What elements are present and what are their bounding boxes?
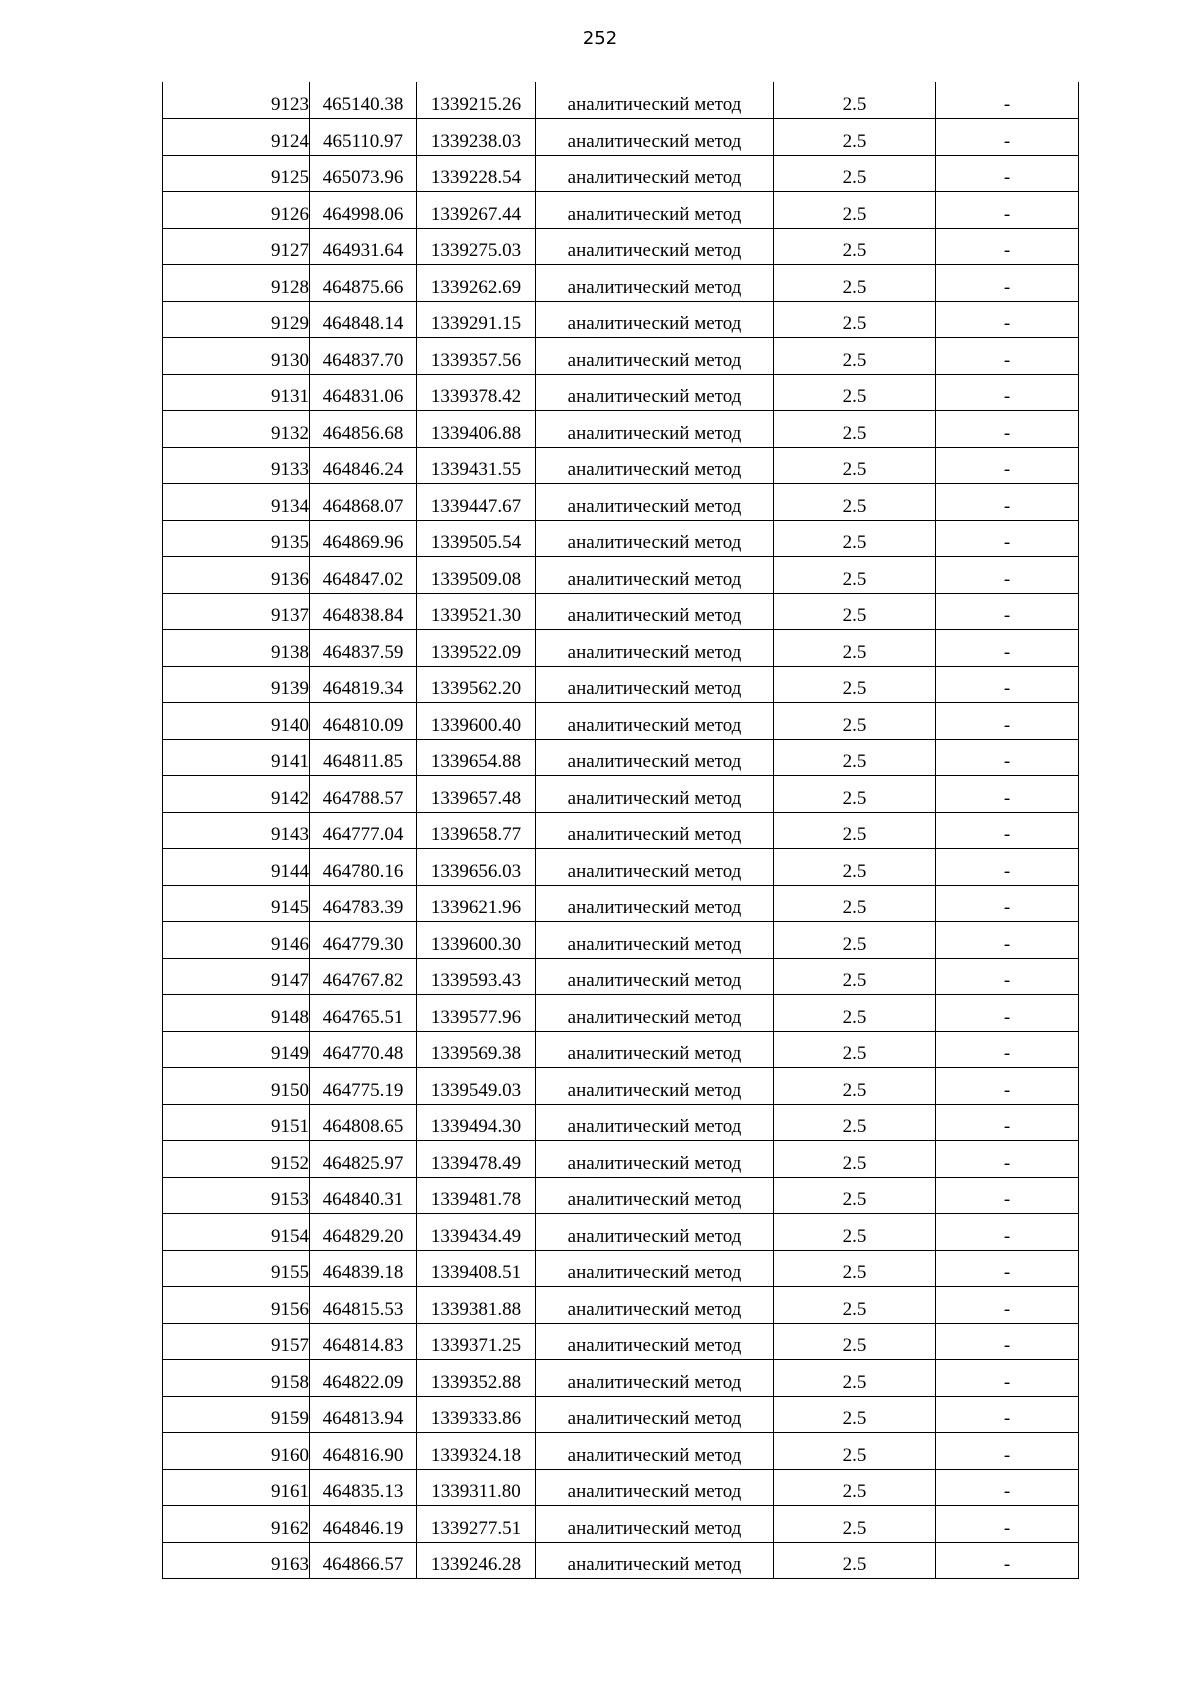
note-cell: - bbox=[936, 484, 1079, 521]
point-number-cell: 9149 bbox=[163, 1031, 310, 1068]
accuracy-cell: 2.5 bbox=[774, 447, 936, 484]
point-number-cell: 9159 bbox=[163, 1396, 310, 1433]
note-cell: - bbox=[936, 1068, 1079, 1105]
x-coordinate-cell: 464868.07 bbox=[310, 484, 417, 521]
point-number-cell: 9139 bbox=[163, 666, 310, 703]
table-row bbox=[163, 82, 1079, 119]
point-number-cell: 9147 bbox=[163, 958, 310, 995]
point-number-cell: 9142 bbox=[163, 776, 310, 813]
note-cell: - bbox=[936, 958, 1079, 995]
method-cell: аналитический метод bbox=[536, 301, 774, 338]
note-cell: - bbox=[936, 1250, 1079, 1287]
x-coordinate-cell: 464835.13 bbox=[310, 1469, 417, 1506]
accuracy-cell: 2.5 bbox=[774, 1360, 936, 1397]
note-cell: - bbox=[936, 703, 1079, 740]
note-cell: - bbox=[936, 1287, 1079, 1324]
point-number-cell: 9153 bbox=[163, 1177, 310, 1214]
x-coordinate-cell: 464856.68 bbox=[310, 411, 417, 448]
x-coordinate-cell: 464819.34 bbox=[310, 666, 417, 703]
method-cell: аналитический метод bbox=[536, 666, 774, 703]
table-row bbox=[163, 1433, 1079, 1470]
y-coordinate-cell: 1339277.51 bbox=[417, 1506, 536, 1543]
accuracy-cell: 2.5 bbox=[774, 776, 936, 813]
note-cell: - bbox=[936, 739, 1079, 776]
point-number-cell: 9145 bbox=[163, 885, 310, 922]
y-coordinate-cell: 1339577.96 bbox=[417, 995, 536, 1032]
x-coordinate-cell: 464816.90 bbox=[310, 1433, 417, 1470]
accuracy-cell: 2.5 bbox=[774, 301, 936, 338]
accuracy-cell: 2.5 bbox=[774, 1323, 936, 1360]
y-coordinate-cell: 1339621.96 bbox=[417, 885, 536, 922]
y-coordinate-cell: 1339311.80 bbox=[417, 1469, 536, 1506]
y-coordinate-cell: 1339262.69 bbox=[417, 265, 536, 302]
note-cell: - bbox=[936, 1506, 1079, 1543]
note-cell: - bbox=[936, 885, 1079, 922]
accuracy-cell: 2.5 bbox=[774, 119, 936, 156]
y-coordinate-cell: 1339562.20 bbox=[417, 666, 536, 703]
x-coordinate-cell: 465073.96 bbox=[310, 155, 417, 192]
accuracy-cell: 2.5 bbox=[774, 1250, 936, 1287]
table-row bbox=[163, 995, 1079, 1032]
point-number-cell: 9156 bbox=[163, 1287, 310, 1324]
point-number-cell: 9158 bbox=[163, 1360, 310, 1397]
point-number-cell: 9135 bbox=[163, 520, 310, 557]
method-cell: аналитический метод bbox=[536, 192, 774, 229]
note-cell: - bbox=[936, 1469, 1079, 1506]
note-cell: - bbox=[936, 374, 1079, 411]
note-cell: - bbox=[936, 666, 1079, 703]
x-coordinate-cell: 464767.82 bbox=[310, 958, 417, 995]
accuracy-cell: 2.5 bbox=[774, 557, 936, 594]
method-cell: аналитический метод bbox=[536, 1469, 774, 1506]
method-cell: аналитический метод bbox=[536, 885, 774, 922]
table-row bbox=[163, 703, 1079, 740]
table-row bbox=[163, 885, 1079, 922]
y-coordinate-cell: 1339447.67 bbox=[417, 484, 536, 521]
point-number-cell: 9161 bbox=[163, 1469, 310, 1506]
table-row bbox=[163, 1323, 1079, 1360]
method-cell: аналитический метод bbox=[536, 374, 774, 411]
y-coordinate-cell: 1339593.43 bbox=[417, 958, 536, 995]
y-coordinate-cell: 1339238.03 bbox=[417, 119, 536, 156]
y-coordinate-cell: 1339434.49 bbox=[417, 1214, 536, 1251]
table-row bbox=[163, 301, 1079, 338]
method-cell: аналитический метод bbox=[536, 82, 774, 119]
note-cell: - bbox=[936, 1214, 1079, 1251]
point-number-cell: 9146 bbox=[163, 922, 310, 959]
note-cell: - bbox=[936, 447, 1079, 484]
y-coordinate-cell: 1339228.54 bbox=[417, 155, 536, 192]
note-cell: - bbox=[936, 557, 1079, 594]
method-cell: аналитический метод bbox=[536, 1287, 774, 1324]
table-row bbox=[163, 411, 1079, 448]
method-cell: аналитический метод bbox=[536, 447, 774, 484]
method-cell: аналитический метод bbox=[536, 1031, 774, 1068]
note-cell: - bbox=[936, 119, 1079, 156]
y-coordinate-cell: 1339352.88 bbox=[417, 1360, 536, 1397]
table-row bbox=[163, 1506, 1079, 1543]
accuracy-cell: 2.5 bbox=[774, 155, 936, 192]
table-row bbox=[163, 228, 1079, 265]
x-coordinate-cell: 464829.20 bbox=[310, 1214, 417, 1251]
table-row bbox=[163, 1031, 1079, 1068]
accuracy-cell: 2.5 bbox=[774, 739, 936, 776]
point-number-cell: 9151 bbox=[163, 1104, 310, 1141]
note-cell: - bbox=[936, 995, 1079, 1032]
table-row bbox=[163, 447, 1079, 484]
method-cell: аналитический метод bbox=[536, 1104, 774, 1141]
accuracy-cell: 2.5 bbox=[774, 1396, 936, 1433]
table-row bbox=[163, 520, 1079, 557]
point-number-cell: 9123 bbox=[163, 82, 310, 119]
accuracy-cell: 2.5 bbox=[774, 849, 936, 886]
accuracy-cell: 2.5 bbox=[774, 192, 936, 229]
x-coordinate-cell: 464837.59 bbox=[310, 630, 417, 667]
accuracy-cell: 2.5 bbox=[774, 265, 936, 302]
point-number-cell: 9129 bbox=[163, 301, 310, 338]
coordinates-table-body bbox=[163, 82, 1079, 1579]
accuracy-cell: 2.5 bbox=[774, 82, 936, 119]
x-coordinate-cell: 464840.31 bbox=[310, 1177, 417, 1214]
table-row bbox=[163, 119, 1079, 156]
accuracy-cell: 2.5 bbox=[774, 922, 936, 959]
x-coordinate-cell: 464838.84 bbox=[310, 593, 417, 630]
accuracy-cell: 2.5 bbox=[774, 338, 936, 375]
point-number-cell: 9124 bbox=[163, 119, 310, 156]
method-cell: аналитический метод bbox=[536, 338, 774, 375]
point-number-cell: 9137 bbox=[163, 593, 310, 630]
method-cell: аналитический метод bbox=[536, 411, 774, 448]
x-coordinate-cell: 464931.64 bbox=[310, 228, 417, 265]
point-number-cell: 9126 bbox=[163, 192, 310, 229]
point-number-cell: 9152 bbox=[163, 1141, 310, 1178]
note-cell: - bbox=[936, 1360, 1079, 1397]
table-row bbox=[163, 265, 1079, 302]
accuracy-cell: 2.5 bbox=[774, 411, 936, 448]
note-cell: - bbox=[936, 1396, 1079, 1433]
table-row bbox=[163, 1396, 1079, 1433]
page-number: 252 bbox=[582, 28, 618, 49]
method-cell: аналитический метод bbox=[536, 703, 774, 740]
method-cell: аналитический метод bbox=[536, 1141, 774, 1178]
table-row bbox=[163, 557, 1079, 594]
note-cell: - bbox=[936, 922, 1079, 959]
y-coordinate-cell: 1339521.30 bbox=[417, 593, 536, 630]
accuracy-cell: 2.5 bbox=[774, 1177, 936, 1214]
coordinates-table bbox=[162, 82, 1079, 1579]
point-number-cell: 9154 bbox=[163, 1214, 310, 1251]
note-cell: - bbox=[936, 1031, 1079, 1068]
y-coordinate-cell: 1339505.54 bbox=[417, 520, 536, 557]
y-coordinate-cell: 1339333.86 bbox=[417, 1396, 536, 1433]
y-coordinate-cell: 1339600.30 bbox=[417, 922, 536, 959]
point-number-cell: 9155 bbox=[163, 1250, 310, 1287]
x-coordinate-cell: 464837.70 bbox=[310, 338, 417, 375]
y-coordinate-cell: 1339600.40 bbox=[417, 703, 536, 740]
point-number-cell: 9150 bbox=[163, 1068, 310, 1105]
method-cell: аналитический метод bbox=[536, 265, 774, 302]
table-row bbox=[163, 739, 1079, 776]
method-cell: аналитический метод bbox=[536, 995, 774, 1032]
point-number-cell: 9140 bbox=[163, 703, 310, 740]
y-coordinate-cell: 1339408.51 bbox=[417, 1250, 536, 1287]
accuracy-cell: 2.5 bbox=[774, 1287, 936, 1324]
method-cell: аналитический метод bbox=[536, 1542, 774, 1579]
note-cell: - bbox=[936, 630, 1079, 667]
note-cell: - bbox=[936, 338, 1079, 375]
x-coordinate-cell: 464765.51 bbox=[310, 995, 417, 1032]
y-coordinate-cell: 1339656.03 bbox=[417, 849, 536, 886]
point-number-cell: 9132 bbox=[163, 411, 310, 448]
point-number-cell: 9127 bbox=[163, 228, 310, 265]
method-cell: аналитический метод bbox=[536, 958, 774, 995]
y-coordinate-cell: 1339406.88 bbox=[417, 411, 536, 448]
table-row bbox=[163, 338, 1079, 375]
x-coordinate-cell: 464825.97 bbox=[310, 1141, 417, 1178]
x-coordinate-cell: 464788.57 bbox=[310, 776, 417, 813]
method-cell: аналитический метод bbox=[536, 1068, 774, 1105]
x-coordinate-cell: 464875.66 bbox=[310, 265, 417, 302]
method-cell: аналитический метод bbox=[536, 849, 774, 886]
note-cell: - bbox=[936, 1104, 1079, 1141]
y-coordinate-cell: 1339658.77 bbox=[417, 812, 536, 849]
y-coordinate-cell: 1339509.08 bbox=[417, 557, 536, 594]
table-row bbox=[163, 1177, 1079, 1214]
method-cell: аналитический метод bbox=[536, 228, 774, 265]
y-coordinate-cell: 1339657.48 bbox=[417, 776, 536, 813]
x-coordinate-cell: 464846.24 bbox=[310, 447, 417, 484]
table-row bbox=[163, 666, 1079, 703]
table-row bbox=[163, 593, 1079, 630]
table-row bbox=[163, 1141, 1079, 1178]
x-coordinate-cell: 465140.38 bbox=[310, 82, 417, 119]
point-number-cell: 9138 bbox=[163, 630, 310, 667]
table-row bbox=[163, 1469, 1079, 1506]
point-number-cell: 9148 bbox=[163, 995, 310, 1032]
accuracy-cell: 2.5 bbox=[774, 1433, 936, 1470]
y-coordinate-cell: 1339275.03 bbox=[417, 228, 536, 265]
point-number-cell: 9141 bbox=[163, 739, 310, 776]
x-coordinate-cell: 464846.19 bbox=[310, 1506, 417, 1543]
accuracy-cell: 2.5 bbox=[774, 1469, 936, 1506]
table-row bbox=[163, 192, 1079, 229]
table-row bbox=[163, 776, 1079, 813]
table-row bbox=[163, 1250, 1079, 1287]
table-row bbox=[163, 1068, 1079, 1105]
x-coordinate-cell: 464831.06 bbox=[310, 374, 417, 411]
accuracy-cell: 2.5 bbox=[774, 1214, 936, 1251]
y-coordinate-cell: 1339215.26 bbox=[417, 82, 536, 119]
method-cell: аналитический метод bbox=[536, 1177, 774, 1214]
accuracy-cell: 2.5 bbox=[774, 228, 936, 265]
accuracy-cell: 2.5 bbox=[774, 703, 936, 740]
method-cell: аналитический метод bbox=[536, 922, 774, 959]
y-coordinate-cell: 1339549.03 bbox=[417, 1068, 536, 1105]
y-coordinate-cell: 1339481.78 bbox=[417, 1177, 536, 1214]
method-cell: аналитический метод bbox=[536, 1396, 774, 1433]
accuracy-cell: 2.5 bbox=[774, 630, 936, 667]
note-cell: - bbox=[936, 192, 1079, 229]
accuracy-cell: 2.5 bbox=[774, 812, 936, 849]
accuracy-cell: 2.5 bbox=[774, 885, 936, 922]
note-cell: - bbox=[936, 301, 1079, 338]
y-coordinate-cell: 1339324.18 bbox=[417, 1433, 536, 1470]
method-cell: аналитический метод bbox=[536, 1323, 774, 1360]
method-cell: аналитический метод bbox=[536, 593, 774, 630]
accuracy-cell: 2.5 bbox=[774, 1141, 936, 1178]
point-number-cell: 9160 bbox=[163, 1433, 310, 1470]
accuracy-cell: 2.5 bbox=[774, 1542, 936, 1579]
accuracy-cell: 2.5 bbox=[774, 958, 936, 995]
x-coordinate-cell: 464779.30 bbox=[310, 922, 417, 959]
method-cell: аналитический метод bbox=[536, 1433, 774, 1470]
x-coordinate-cell: 464775.19 bbox=[310, 1068, 417, 1105]
x-coordinate-cell: 464822.09 bbox=[310, 1360, 417, 1397]
table-row bbox=[163, 374, 1079, 411]
y-coordinate-cell: 1339291.15 bbox=[417, 301, 536, 338]
note-cell: - bbox=[936, 1542, 1079, 1579]
note-cell: - bbox=[936, 265, 1079, 302]
note-cell: - bbox=[936, 1177, 1079, 1214]
x-coordinate-cell: 464783.39 bbox=[310, 885, 417, 922]
point-number-cell: 9143 bbox=[163, 812, 310, 849]
y-coordinate-cell: 1339569.38 bbox=[417, 1031, 536, 1068]
table-row bbox=[163, 630, 1079, 667]
table-row bbox=[163, 1214, 1079, 1251]
method-cell: аналитический метод bbox=[536, 1214, 774, 1251]
point-number-cell: 9134 bbox=[163, 484, 310, 521]
accuracy-cell: 2.5 bbox=[774, 1031, 936, 1068]
x-coordinate-cell: 464814.83 bbox=[310, 1323, 417, 1360]
x-coordinate-cell: 464777.04 bbox=[310, 812, 417, 849]
accuracy-cell: 2.5 bbox=[774, 484, 936, 521]
x-coordinate-cell: 464815.53 bbox=[310, 1287, 417, 1324]
point-number-cell: 9136 bbox=[163, 557, 310, 594]
accuracy-cell: 2.5 bbox=[774, 374, 936, 411]
accuracy-cell: 2.5 bbox=[774, 520, 936, 557]
y-coordinate-cell: 1339371.25 bbox=[417, 1323, 536, 1360]
table-row bbox=[163, 958, 1079, 995]
y-coordinate-cell: 1339494.30 bbox=[417, 1104, 536, 1141]
note-cell: - bbox=[936, 849, 1079, 886]
x-coordinate-cell: 464813.94 bbox=[310, 1396, 417, 1433]
y-coordinate-cell: 1339381.88 bbox=[417, 1287, 536, 1324]
table-row bbox=[163, 155, 1079, 192]
x-coordinate-cell: 464869.96 bbox=[310, 520, 417, 557]
table-row bbox=[163, 1542, 1079, 1579]
point-number-cell: 9144 bbox=[163, 849, 310, 886]
point-number-cell: 9163 bbox=[163, 1542, 310, 1579]
method-cell: аналитический метод bbox=[536, 484, 774, 521]
x-coordinate-cell: 464998.06 bbox=[310, 192, 417, 229]
accuracy-cell: 2.5 bbox=[774, 666, 936, 703]
y-coordinate-cell: 1339246.28 bbox=[417, 1542, 536, 1579]
table-row bbox=[163, 1287, 1079, 1324]
method-cell: аналитический метод bbox=[536, 1506, 774, 1543]
note-cell: - bbox=[936, 1141, 1079, 1178]
accuracy-cell: 2.5 bbox=[774, 995, 936, 1032]
method-cell: аналитический метод bbox=[536, 119, 774, 156]
x-coordinate-cell: 464780.16 bbox=[310, 849, 417, 886]
method-cell: аналитический метод bbox=[536, 1250, 774, 1287]
note-cell: - bbox=[936, 82, 1079, 119]
x-coordinate-cell: 464808.65 bbox=[310, 1104, 417, 1141]
point-number-cell: 9133 bbox=[163, 447, 310, 484]
point-number-cell: 9162 bbox=[163, 1506, 310, 1543]
point-number-cell: 9130 bbox=[163, 338, 310, 375]
table-row bbox=[163, 484, 1079, 521]
x-coordinate-cell: 464847.02 bbox=[310, 557, 417, 594]
y-coordinate-cell: 1339522.09 bbox=[417, 630, 536, 667]
x-coordinate-cell: 464811.85 bbox=[310, 739, 417, 776]
method-cell: аналитический метод bbox=[536, 630, 774, 667]
table-row bbox=[163, 1360, 1079, 1397]
x-coordinate-cell: 464810.09 bbox=[310, 703, 417, 740]
method-cell: аналитический метод bbox=[536, 739, 774, 776]
note-cell: - bbox=[936, 776, 1079, 813]
note-cell: - bbox=[936, 593, 1079, 630]
note-cell: - bbox=[936, 520, 1079, 557]
x-coordinate-cell: 464839.18 bbox=[310, 1250, 417, 1287]
note-cell: - bbox=[936, 1323, 1079, 1360]
point-number-cell: 9125 bbox=[163, 155, 310, 192]
accuracy-cell: 2.5 bbox=[774, 1068, 936, 1105]
table-row bbox=[163, 922, 1079, 959]
point-number-cell: 9131 bbox=[163, 374, 310, 411]
accuracy-cell: 2.5 bbox=[774, 593, 936, 630]
method-cell: аналитический метод bbox=[536, 812, 774, 849]
x-coordinate-cell: 464848.14 bbox=[310, 301, 417, 338]
note-cell: - bbox=[936, 411, 1079, 448]
x-coordinate-cell: 464866.57 bbox=[310, 1542, 417, 1579]
method-cell: аналитический метод bbox=[536, 1360, 774, 1397]
x-coordinate-cell: 465110.97 bbox=[310, 119, 417, 156]
accuracy-cell: 2.5 bbox=[774, 1506, 936, 1543]
note-cell: - bbox=[936, 812, 1079, 849]
note-cell: - bbox=[936, 228, 1079, 265]
table-row bbox=[163, 812, 1079, 849]
note-cell: - bbox=[936, 1433, 1079, 1470]
y-coordinate-cell: 1339357.56 bbox=[417, 338, 536, 375]
method-cell: аналитический метод bbox=[536, 520, 774, 557]
method-cell: аналитический метод bbox=[536, 557, 774, 594]
table-row bbox=[163, 849, 1079, 886]
method-cell: аналитический метод bbox=[536, 155, 774, 192]
note-cell: - bbox=[936, 155, 1079, 192]
y-coordinate-cell: 1339654.88 bbox=[417, 739, 536, 776]
x-coordinate-cell: 464770.48 bbox=[310, 1031, 417, 1068]
y-coordinate-cell: 1339378.42 bbox=[417, 374, 536, 411]
accuracy-cell: 2.5 bbox=[774, 1104, 936, 1141]
y-coordinate-cell: 1339267.44 bbox=[417, 192, 536, 229]
method-cell: аналитический метод bbox=[536, 776, 774, 813]
point-number-cell: 9128 bbox=[163, 265, 310, 302]
y-coordinate-cell: 1339478.49 bbox=[417, 1141, 536, 1178]
table-row bbox=[163, 1104, 1079, 1141]
y-coordinate-cell: 1339431.55 bbox=[417, 447, 536, 484]
point-number-cell: 9157 bbox=[163, 1323, 310, 1360]
